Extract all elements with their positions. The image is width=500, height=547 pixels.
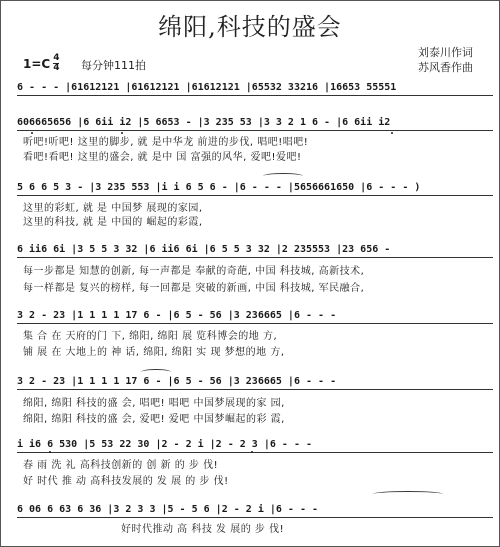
- score-line-5: 3 2 - 23 |1 1 1 1 17 6 - |6 5 - 56 |3 236665 |6 - - -: [17, 307, 493, 325]
- slur-mark: [263, 173, 303, 179]
- lyric-line-6: 每一样都是 复兴的榜样, 每一回都是 突破的新画, 中国 科技城, 军民融合,: [23, 283, 365, 294]
- key-signature: [23, 54, 59, 73]
- key-label: 1=C: [23, 56, 51, 71]
- lyricist-credit: 刘泰川作词: [418, 46, 473, 59]
- tempo-marking: 每分钟111拍: [81, 59, 146, 72]
- composer-credit: 苏风香作曲: [418, 61, 473, 74]
- score-line-2: 606665656 |6 6ii i2 |5 6653 - |3 235 53 |3 3 2 1 6 - |6 6ii i2: [17, 114, 493, 132]
- octave-dot: [251, 451, 253, 453]
- lyric-line-11: 春 雨 洗 礼 高科技创新的 创 新 的 步 伐!: [23, 460, 219, 471]
- score-line-3: 5 6 6 5 3 - |3 235 553 |i i 6 5 6 - |6 - - - |5656661650 |6 - - - ): [17, 179, 493, 197]
- beam-line: [17, 452, 493, 453]
- time-signature: [53, 54, 59, 73]
- lyric-line-3: 这里的彩虹, 就 是 中国梦 展现的家园,: [23, 203, 203, 214]
- lyric-line-9: 绵阳, 绵阳 科技的盛 会, 唱吧! 唱吧 中国梦展现的家 园,: [23, 398, 285, 409]
- lyric-line-2: 看吧!看吧! 这里的盛会, 就 是中 国 富强的风华, 爱吧!爱吧!: [23, 152, 302, 163]
- octave-dot: [31, 132, 33, 134]
- beam-line: [17, 323, 493, 324]
- lyric-line-10: 绵阳, 绵阳 科技的盛 会, 爱吧! 爱吧 中国梦崛起的彩 霞,: [23, 414, 285, 425]
- lyric-line-7: 集 合 在 天府的门 下, 绵阳, 绵阳 展 览科博会的地 方,: [23, 331, 278, 342]
- lyric-line-12: 好 时代 推 动 高科技发展的 发 展 的 步 伐!: [23, 476, 229, 487]
- octave-dot: [391, 132, 393, 134]
- octave-dot: [49, 451, 51, 453]
- lyric-line-8: 铺 展 在 大地上的 神 话, 绵阳, 绵阳 实 现 梦想的地 方,: [23, 347, 285, 358]
- lyric-line-13: 好时代推动 高 科技 发 展的 步 伐!: [121, 524, 285, 535]
- beam-line: [17, 195, 493, 196]
- score-line-4: 6 ii6 6i |3 5 5 3 32 |6 ii6 6i |6 5 5 3 32 |2 235553 |23 656 -: [17, 241, 493, 259]
- time-denominator: 4: [53, 63, 60, 73]
- score-line-8: 6 06 6 63 6 36 |3 2 3 3 |5 - 5 6 |2 - 2 i |6 - - -: [17, 501, 493, 519]
- slur-mark: [373, 491, 443, 497]
- lyric-line-1: 听吧!听吧! 这里的脚步, 就 是中华龙 前进的步伐, 唱吧!唱吧!: [23, 137, 309, 148]
- song-title: 绵阳,科技的盛会: [158, 13, 342, 41]
- beam-line: [17, 130, 493, 131]
- lyric-line-4: 这里的科技, 就 是 中国的 崛起的彩霞,: [23, 217, 203, 228]
- lyric-line-5: 每一步都是 知慧的创新, 每一声都是 奉献的奇葩, 中国 科技城, 高新技术,: [23, 266, 365, 277]
- beam-line: [17, 257, 493, 258]
- slur-mark: [141, 369, 171, 375]
- beam-line: [17, 95, 493, 96]
- beam-line: [17, 389, 493, 390]
- time-numerator: 4: [53, 53, 60, 63]
- beam-line: [17, 517, 493, 518]
- score-line-6: 3 2 - 23 |1 1 1 1 17 6 - |6 5 - 56 |3 236665 |6 - - -: [17, 373, 493, 391]
- score-line-7: i i6 6 530 |5 53 22 30 |2 - 2 i |2 - 2 3 |6 - - -: [17, 436, 493, 454]
- octave-dot: [121, 132, 123, 134]
- score-line-1: 6 - - - |61612121 |61612121 |61612121 |65532 33216 |16653 55551: [17, 79, 493, 97]
